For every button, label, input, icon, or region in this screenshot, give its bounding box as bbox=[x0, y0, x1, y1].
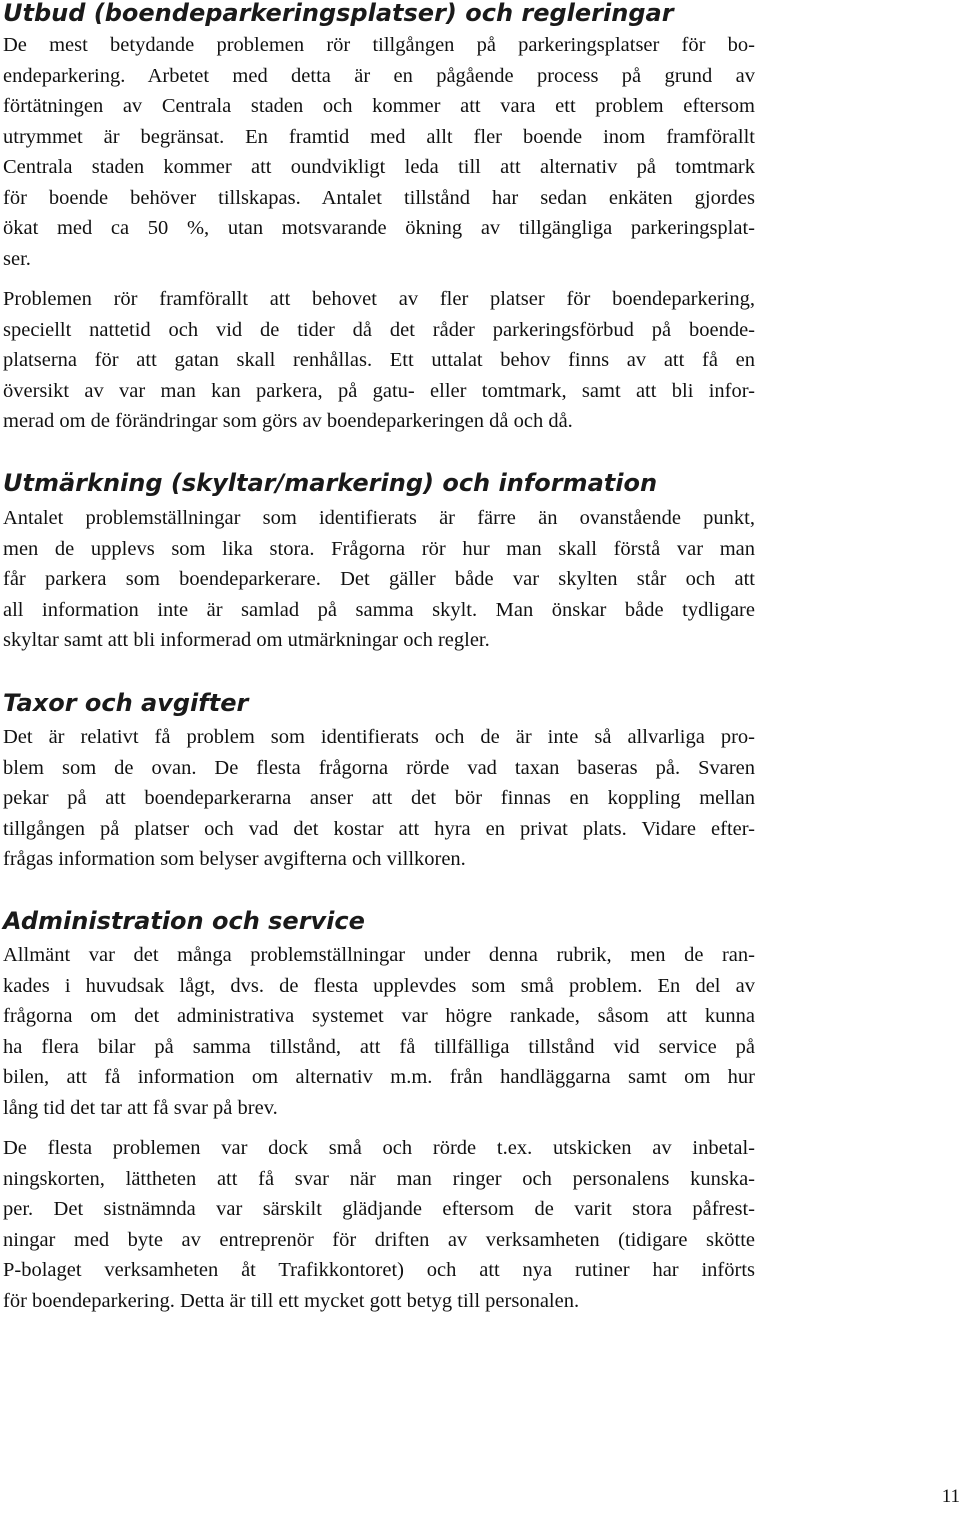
text-line: ha flera bilar på samma tillstånd, att få tillfälliga tillstånd vid service på bbox=[3, 1035, 755, 1058]
text-line: bilen, att få information om alternativ m.m. från handläggarna samt om hur bbox=[3, 1066, 755, 1088]
text-line: Det är relativt få problem som identifierats och de är inte så allvarliga pro- bbox=[3, 726, 755, 748]
text-line: översikt av var man kan parkera, på gatu- eller tomtmark, samt att bli infor- bbox=[3, 379, 755, 402]
text-line: lång tid det tar att få svar på brev. bbox=[3, 1096, 278, 1119]
text-line: Centrala staden kommer att oundvikligt leda till att alternativ på tomtmark bbox=[3, 156, 755, 178]
text-line: ökat med ca 50 %, utan motsvarande ökning av tillgängliga parkeringsplat- bbox=[3, 217, 755, 239]
text-line: tillgången på platser och vad det kostar att hyra en privat plats. Vidare efter- bbox=[3, 817, 755, 840]
text-line: skyltar samt att bli informerad om utmärkningar och regler. bbox=[3, 629, 490, 651]
text-line: De flesta problemen var dock små och rörde t.ex. utskicken av inbetal- bbox=[3, 1137, 755, 1159]
section-heading-utbud: Utbud (boendeparkeringsplatser) och regleringar bbox=[3, 0, 674, 27]
section-heading-utmarkning: Utmärkning (skyltar/markering) och information bbox=[3, 469, 658, 497]
text-line: endeparkering. Arbetet med detta är en pågående process på grund av bbox=[3, 64, 755, 87]
text-line: ser. bbox=[3, 247, 31, 270]
text-line: frågas information som belyser avgifterna och villkoren. bbox=[3, 848, 466, 870]
text-line: Antalet problemställningar som identifierats är färre än ovanstående punkt, bbox=[3, 507, 755, 529]
section-heading-administration: Administration och service bbox=[3, 907, 365, 935]
section-utmarkning-paragraph-1 bbox=[3, 503, 755, 656]
text-line: ningskorten, lättheten att få svar när man ringer och personalens kunska- bbox=[3, 1167, 755, 1190]
text-line: speciellt nattetid och vid de tider då det råder parkeringsförbud på boende- bbox=[3, 318, 755, 341]
text-line: merad om de förändringar som görs av boendeparkeringen då och då. bbox=[3, 410, 573, 432]
text-line: kades i huvudsak lågt, dvs. de flesta upplevdes som små problem. En del av bbox=[3, 974, 755, 997]
text-line: förtätningen av Centrala staden och kommer att vara ett problem eftersom bbox=[3, 95, 755, 117]
text-line: men de upplevs som lika stora. Frågorna rör hur man skall förstå var man bbox=[3, 537, 755, 560]
text-line: för boende behöver tillskapas. Antalet tillstånd har sedan enkäten gjordes bbox=[3, 186, 755, 209]
text-line: frågorna om det administrativa systemet var högre rankade, såsom att kunna bbox=[3, 1005, 755, 1027]
section-taxor-paragraph-1 bbox=[3, 722, 755, 875]
text-line: Problemen rör framförallt att behovet av fler platser för boendeparkering, bbox=[3, 288, 755, 310]
text-line: per. Det sistnämnda var särskilt glädjande eftersom de varit stora påfrest- bbox=[3, 1198, 755, 1220]
text-line: för boendeparkering. Detta är till ett mycket gott betyg till personalen. bbox=[3, 1289, 580, 1312]
page-number: 11 bbox=[941, 1486, 960, 1507]
section-utbud-paragraph-1 bbox=[3, 30, 755, 274]
text-line: utrymmet är begränsat. En framtid med allt fler boende inom framförallt bbox=[3, 125, 755, 148]
text-line: all information inte är samlad på samma skylt. Man önskar både tydligare bbox=[3, 598, 755, 621]
section-heading-taxor: Taxor och avgifter bbox=[3, 689, 249, 717]
text-line: pekar på att boendeparkerarna anser att det bör finnas en koppling mellan bbox=[3, 787, 755, 809]
text-line: Allmänt var det många problemställningar under denna rubrik, men de ran- bbox=[3, 944, 755, 966]
text-line: ningar med byte av entreprenör för driften av verksamheten (tidigare skötte bbox=[3, 1228, 755, 1251]
section-administration-paragraph-1 bbox=[3, 940, 755, 1123]
text-line: platserna för att gatan skall renhållas. Ett uttalat behov finns av att få en bbox=[3, 349, 755, 371]
section-utbud-paragraph-2 bbox=[3, 284, 755, 437]
text-line: P-bolaget verksamheten åt Trafikkontoret) och att nya rutiner har införts bbox=[3, 1259, 755, 1281]
section-administration-paragraph-2 bbox=[3, 1133, 755, 1316]
text-line: får parkera som boendeparkerare. Det gäller både var skylten står och att bbox=[3, 568, 755, 590]
text-line: blem som de ovan. De flesta frågorna rörde vad taxan baseras på. Svaren bbox=[3, 756, 755, 779]
text-line: De mest betydande problemen rör tillgången på parkeringsplatser för bo- bbox=[3, 34, 755, 56]
